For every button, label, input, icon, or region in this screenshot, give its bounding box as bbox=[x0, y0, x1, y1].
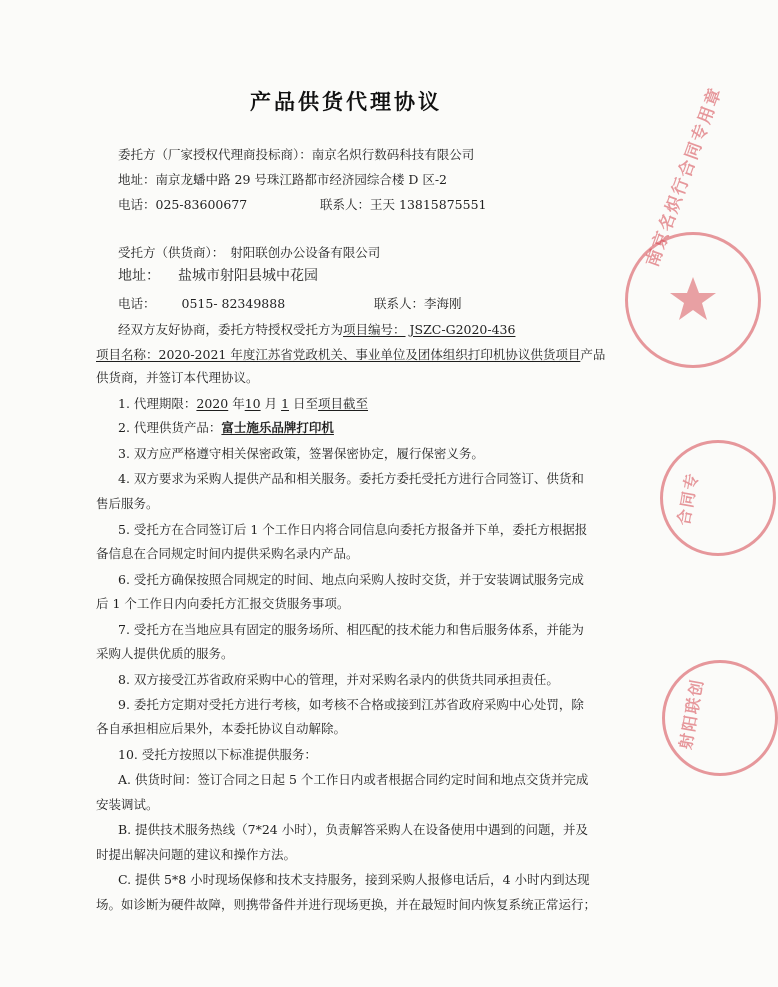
term-10: 10. 受托方按照以下标准提供服务： bbox=[118, 747, 317, 762]
term-3: 3. 双方应严格遵守相关保密政策，签署保密协定，履行保密义务。 bbox=[118, 446, 484, 461]
principal-name-line bbox=[118, 147, 474, 163]
principal-name: 南京名炽行数码科技有限公司 bbox=[311, 147, 475, 162]
term-6-line-1: 6. 受托方确保按照合同规定的时间、地点向采购人按时交货，并于安装调试服务完成 bbox=[118, 572, 584, 587]
term-9-line-1: 9. 委托方定期对受托方进行考核，如考核不合格或接到江苏省政府采购中心处罚，除 bbox=[118, 697, 584, 712]
term-2-product: 富士施乐品牌打印机 bbox=[221, 420, 334, 435]
term-7-line-2: 采购人提供优质的服务。 bbox=[96, 646, 234, 661]
term-7-line-1: 7. 受托方在当地应具有固定的服务场所、相匹配的技术能力和售后服务体系，并能为 bbox=[118, 622, 584, 637]
agent-phone: 0515- 82349888 bbox=[181, 296, 286, 311]
term-6-line-2: 后 1 个工作日内向委托方汇报交货服务事项。 bbox=[96, 596, 350, 611]
principal-address-label: 地址： bbox=[118, 172, 156, 187]
term-1-day-unit: 日至 bbox=[289, 396, 318, 411]
term-1 bbox=[118, 396, 368, 412]
agent-address-line bbox=[118, 268, 318, 284]
project-number-label: 项目编号： bbox=[343, 322, 406, 337]
seal-3-text: 射阳联创 bbox=[675, 676, 708, 751]
term-4-line-2: 售后服务。 bbox=[96, 496, 159, 511]
principal-address-line bbox=[118, 172, 447, 188]
term-5-line-2: 备信息在合同规定时间内提供采购名录内产品。 bbox=[96, 546, 359, 561]
agent-contact-label: 联系人： bbox=[374, 296, 425, 311]
document-title: 产品供货代理协议 bbox=[250, 90, 442, 114]
seal-stamp-3 bbox=[662, 660, 778, 776]
agent-address: 盐城市射阳县城中花园 bbox=[178, 268, 318, 284]
principal-name-label: 委托方（厂家授权代理商投标商）： bbox=[118, 147, 312, 162]
agent-name: 射阳联创办公设备有限公司 bbox=[230, 245, 381, 260]
principal-contact: 王天 13815875551 bbox=[370, 197, 487, 212]
term-1-end: 项目截至 bbox=[318, 396, 369, 411]
term-2-label: 2. 代理供货产品： bbox=[118, 420, 222, 435]
intro-line-2-tail: 产品 bbox=[580, 347, 606, 362]
agent-name-label: 受托方（供货商）： bbox=[118, 245, 225, 260]
seal-stamp-2 bbox=[660, 440, 776, 556]
term-a-line-2: 安装调试。 bbox=[96, 797, 159, 812]
term-a-line-1: A. 供货时间：签订合同之日起 5 个工作日内或者根据合同约定时间和地点交货并完成 bbox=[118, 772, 589, 787]
term-b-line-2: 时提出解决问题的建议和操作方法。 bbox=[96, 847, 297, 862]
agent-name-line bbox=[118, 245, 380, 261]
intro-text: 经双方友好协商，委托方特授权受托方为 bbox=[118, 322, 344, 337]
term-5-line-1: 5. 受托方在合同签订后 1 个工作日内将合同信息向委托方报备并下单，委托方根据报 bbox=[118, 522, 588, 537]
term-c-line-1: C. 提供 5*8 小时现场保修和技术支持服务，接到采购人报修电话后，4 小时内到达现 bbox=[118, 872, 590, 887]
term-c-line-2: 场。如诊断为硬件故障，则携带备件并进行现场更换，并在最短时间内恢复系统正常运行； bbox=[96, 897, 597, 912]
term-1-year: 2020 bbox=[196, 396, 229, 411]
agent-contact-line bbox=[374, 296, 462, 312]
intro-line-1 bbox=[118, 322, 515, 338]
principal-phone-label: 电话： bbox=[118, 197, 156, 212]
project-number: JSZC-G2020-436 bbox=[409, 322, 516, 337]
term-1-month-unit: 月 bbox=[260, 396, 282, 411]
contract-seal-stamp bbox=[625, 84, 761, 368]
term-8: 8. 双方接受江苏省政府采购中心的管理，并对采购名录内的供货共同承担责任。 bbox=[118, 672, 559, 687]
term-9-line-2: 各自承担相应后果外，本委托协议自动解除。 bbox=[96, 721, 347, 736]
intro-line-3: 供货商，并签订本代理协议。 bbox=[96, 370, 259, 385]
seal-1-text: 南京名炽行合同专用章 bbox=[642, 84, 727, 270]
seal-2-text: 合同专 bbox=[673, 470, 703, 527]
term-4-line-1: 4. 双方要求为采购人提供产品和相关服务。委托方委托受托方进行合同签订、供货和 bbox=[118, 471, 584, 486]
term-1-year-unit: 年 bbox=[228, 396, 245, 411]
term-1-month: 10 bbox=[244, 396, 261, 411]
term-2 bbox=[118, 420, 334, 436]
project-name-label: 项目名称： bbox=[96, 347, 159, 362]
agent-phone-label: 电话： bbox=[118, 296, 156, 311]
term-b-line-1: B. 提供技术服务热线（7*24 小时），负责解答采购人在设备使用中遇到的问题，并及 bbox=[118, 822, 588, 837]
principal-address: 南京龙蟠中路 29 号珠江路都市经济园综合楼 D 区-2 bbox=[155, 172, 448, 187]
project-name: 2020-2021 年度江苏省党政机关、事业单位及团体组织打印机协议供货项目 bbox=[158, 347, 581, 362]
principal-phone-line bbox=[118, 197, 247, 213]
agent-phone-line bbox=[118, 296, 285, 312]
term-1-day: 1 bbox=[281, 396, 290, 411]
principal-contact-label: 联系人： bbox=[320, 197, 371, 212]
agent-contact: 李海刚 bbox=[424, 296, 462, 311]
term-1-label: 1. 代理期限： bbox=[118, 396, 197, 411]
principal-phone: 025-83600677 bbox=[155, 197, 248, 212]
agent-address-label: 地址： bbox=[118, 268, 160, 284]
principal-contact-line bbox=[320, 197, 486, 213]
intro-line-2 bbox=[96, 347, 605, 363]
